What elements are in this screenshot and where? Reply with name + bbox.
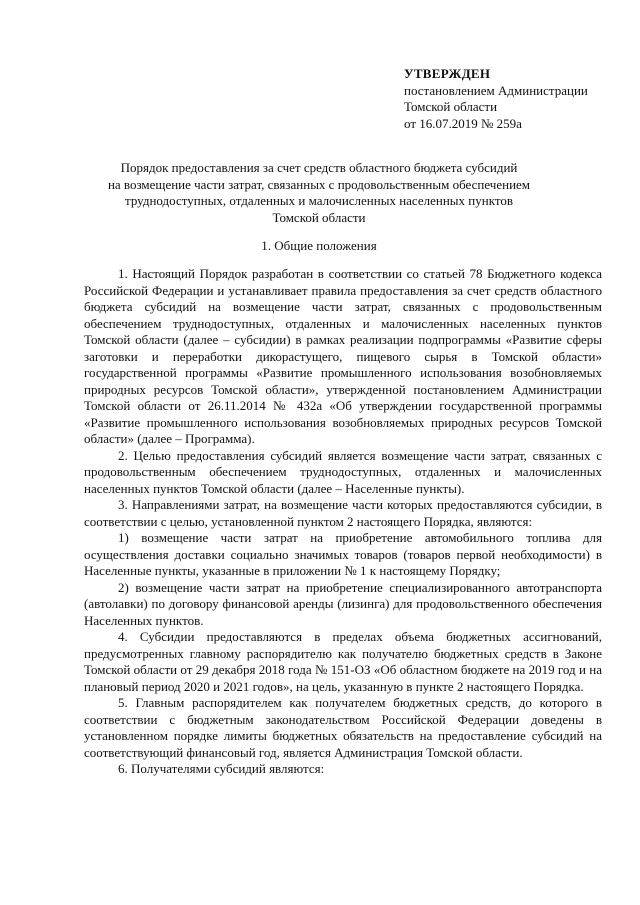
- paragraph: 2. Целью предоставления субсидий является возмещение части затрат, связанных с продовольственным обеспечением труднодоступных, отдаленных и малочисленных населенных пунктов Томской области (далее – Населенные пункты).: [84, 447, 602, 496]
- title-line: труднодоступных, отдаленных и малочисленных населенных пунктов: [125, 193, 513, 208]
- approval-line: постановлением Администрации: [404, 82, 588, 98]
- approval-date: от 16.07.2019 № 259а: [404, 115, 522, 131]
- approval-block: [404, 66, 634, 132]
- approval-stamp: УТВЕРЖДЕН: [404, 66, 491, 81]
- paragraph: 1) возмещение части затрат на приобретение автомобильного топлива для осуществления доставки социально значимых товаров (товаров первой необходимости) в Населенные пункты, указанные в приложении № 1 к настоящему Порядку;: [84, 530, 602, 578]
- title-line: Томской области: [272, 209, 366, 225]
- paragraph: 1. Настоящий Порядок разработан в соответствии со статьей 78 Бюджетного кодекса Российской Федерации и устанавливает правила предоставления за счет средств областного бюджета субсидий на возмещение части затрат, связанных с продовольственным обеспечением труднодоступных, отдаленных и малочисленных населенных пунктов Томской области (далее – субсидии) в рамках реализации подпрограммы «Развитие сферы заготовки и переработки дикорастущего, пищевого сырья в Томской области» государственной программы «Развитие промышленного использования возобновляемых природных ресурсов Томской области», утвержденной постановлением Администрации Томской области от 26.11.2014 № 432а «Об утверждении государственной программы «Развитие промышленного использования возобновляемых природных ресурсов Томской области» (далее – Программа).: [84, 266, 602, 446]
- paragraph: 3. Направлениями затрат, на возмещение части которых предоставляются субсидии, в соответствии с целью, установленной пунктом 2 настоящего Порядка, являются:: [84, 497, 602, 529]
- paragraph: 6. Получателями субсидий являются:: [118, 761, 325, 776]
- paragraph: 2) возмещение части затрат на приобретение специализированного автотранспорта (автолавки) по договору финансовой аренды (лизинга) для продовольственного обеспечения Населенных пунктов.: [84, 579, 602, 628]
- paragraph: 4. Субсидии предоставляются в пределах объема бюджетных ассигнований, предусмотренных главному распорядителю как получателю бюджетных средств в Законе Томской области от 29 декабря 2018 года № 151-ОЗ «Об областном бюджете на 2019 год и на плановый период 2020 и 2021 годов», на цель, указанную в пункте 2 настоящего Порядка.: [84, 629, 602, 694]
- section-heading: 1. Общие положения: [261, 238, 377, 253]
- title-line: Порядок предоставления за счет средств областного бюджета субсидий: [120, 160, 518, 175]
- document-title: [84, 160, 554, 226]
- approval-line: Томской области: [404, 99, 498, 114]
- title-line: на возмещение части затрат, связанных с продовольственным обеспечением: [107, 176, 531, 192]
- paragraph: 5. Главным распорядителем как получателем бюджетных средств, до которого в соответствии с бюджетным законодательством Российской Федерации доведены в установленном порядке лимиты бюджетных обязательств на предоставление субсидий на соответствующий финансовый год, является Администрация Томской области.: [84, 695, 602, 760]
- document-body: [84, 266, 602, 778]
